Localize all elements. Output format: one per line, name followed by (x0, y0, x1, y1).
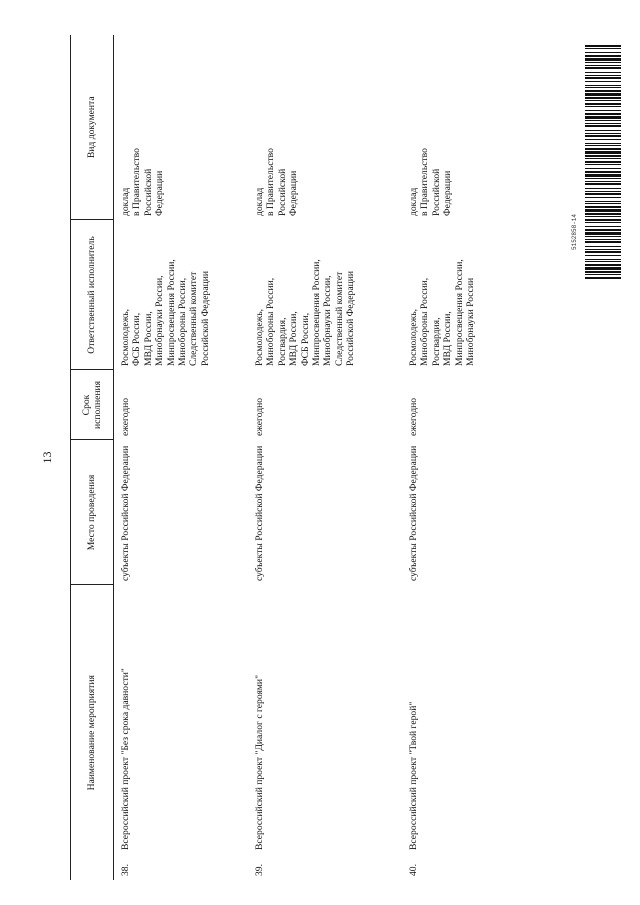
cell-term: ежегодно (120, 397, 131, 436)
barcode-bar (585, 168, 621, 169)
barcode-bar (585, 232, 621, 235)
executor-line: Минобороны России, (177, 277, 189, 366)
barcode-bar (585, 148, 621, 150)
doctype-line: Российской (430, 168, 442, 216)
doctype-line: Российской (142, 168, 154, 216)
barcode-bar (585, 81, 621, 82)
barcode-bar (585, 239, 621, 240)
doctype-line: доклад (254, 187, 265, 216)
barcode-bar (585, 183, 621, 185)
barcode-bar (585, 85, 621, 86)
executor-line: Минобрнауки России (465, 277, 477, 366)
cell-place: субъекты Российской Федерации (120, 445, 131, 581)
barcode-bar (585, 193, 621, 195)
doctype-line: Федерации (288, 170, 300, 216)
barcode-bar (585, 55, 621, 57)
executor-line: ФСБ России, (131, 312, 143, 366)
cell-name (402, 585, 538, 880)
barcode-bar (585, 267, 621, 270)
executor-line: Российской Федерации (199, 271, 211, 366)
doctype-line: в Правительство (419, 148, 431, 216)
barcode-bar (585, 110, 621, 111)
cell-executor (402, 220, 538, 370)
barcode-bar (585, 251, 621, 253)
header-doctype: Вид документа (71, 35, 114, 220)
barcode-bar (585, 249, 621, 250)
row-number: 40. (408, 864, 419, 876)
barcode-bar (585, 145, 621, 146)
doctype-line: Российской (276, 168, 288, 216)
events-table (70, 35, 538, 880)
barcode-image (585, 45, 621, 280)
barcode-bar (585, 191, 621, 192)
rotated-table-area (40, 35, 600, 880)
barcode-bar (585, 206, 621, 208)
barcode-bar (585, 181, 621, 182)
barcode-bar (585, 72, 621, 73)
barcode-bar (585, 229, 621, 231)
header-executor: Ответственный исполнитель (71, 220, 114, 370)
barcode-bar (585, 255, 621, 256)
barcode-bar (585, 236, 621, 237)
cell-term: ежегодно (408, 397, 419, 436)
event-name: Всероссийский проект "Без срока давности" (120, 668, 131, 850)
doctype-line: в Правительство (265, 148, 277, 216)
header-place: Место проведения (71, 440, 114, 585)
header-term: Срок исполнения (71, 370, 114, 440)
barcode-bar (585, 113, 621, 115)
executor-line: ФСБ России, (299, 312, 311, 366)
barcode-bar (585, 45, 621, 47)
cell-executor (114, 220, 249, 370)
doctype-line: Федерации (154, 170, 166, 216)
table-row (248, 35, 402, 880)
executor-line: Минобрнауки России, (322, 275, 334, 366)
barcode-bar (585, 246, 621, 247)
executor-line: Следственный комитет (188, 271, 200, 366)
barcode-bar (585, 277, 621, 279)
cell-term: ежегодно (254, 397, 265, 436)
barcode-bar (585, 106, 621, 107)
barcode-bar (585, 151, 621, 154)
barcode-bar (585, 188, 621, 189)
doctype-line: Федерации (442, 170, 454, 216)
barcode-bar (585, 241, 621, 243)
executor-line: Росгвардия, (430, 317, 442, 366)
barcode-bar (585, 216, 621, 217)
barcode-bar (585, 87, 621, 88)
row-number: 38. (120, 864, 131, 876)
cell-place: субъекты Российской Федерации (254, 445, 265, 581)
doctype-line: доклад (408, 187, 419, 216)
barcode-bar (585, 90, 621, 92)
barcode-bar (585, 103, 621, 105)
barcode-bar (585, 116, 621, 119)
event-name: Всероссийский проект "Диалог с героями" (254, 675, 265, 850)
barcode-bar (585, 164, 621, 165)
executor-line: Минпросвещения России, (311, 259, 323, 366)
table-header-row (71, 35, 114, 880)
executor-line: Минобрнауки России, (154, 275, 166, 366)
cell-doctype (248, 35, 402, 220)
barcode-bar (585, 58, 621, 61)
barcode-bar (585, 133, 621, 134)
executor-line: МВД России, (442, 311, 454, 366)
barcode-bar (585, 65, 621, 66)
executor-line: Следственный комитет (333, 271, 345, 366)
executor-line: МВД России, (142, 311, 154, 366)
row-number: 39. (254, 864, 265, 876)
barcode-bar (585, 203, 621, 204)
barcode-bar (585, 161, 621, 163)
barcode-bar (585, 123, 621, 124)
barcode-bar (585, 158, 621, 159)
executor-line: Росгвардия, (276, 317, 288, 366)
executor-line: Минпросвещения России, (165, 259, 177, 366)
header-name: Наименование мероприятия (71, 585, 114, 880)
page-number: 13 (40, 451, 54, 464)
barcode-bar (585, 75, 621, 76)
barcode-bar (585, 93, 621, 96)
barcode-bar (585, 219, 621, 221)
barcode-bar (585, 226, 621, 227)
barcode-bar (585, 130, 621, 131)
barcode-bar (585, 62, 621, 63)
cell-name (248, 585, 402, 880)
barcode-bar (585, 213, 621, 215)
barcode-bar (585, 274, 621, 275)
executor-line: Минобороны России, (265, 277, 277, 366)
barcode-bar (585, 209, 621, 212)
barcode-bar (585, 155, 621, 157)
doctype-line: доклад (120, 187, 131, 216)
executor-line: Минпросвещения России, (453, 259, 465, 366)
cell-doctype (402, 35, 538, 220)
barcode-bar (585, 261, 621, 262)
executor-line: Росмолодежь, (408, 309, 419, 366)
executor-line: Минобороны России, (419, 277, 431, 366)
cell-doctype (114, 35, 249, 220)
barcode-bar (585, 100, 621, 101)
barcode-bar (585, 135, 621, 137)
barcode-bar (585, 52, 621, 53)
barcode-bar (585, 222, 621, 223)
barcode-bar (585, 264, 621, 266)
doctype-line: в Правительство (131, 148, 143, 216)
barcode-bar (585, 97, 621, 99)
barcode-bar (585, 67, 621, 69)
barcode-bar (585, 259, 621, 260)
barcode-bar (585, 139, 621, 140)
barcode-bar (585, 171, 621, 173)
barcode-bar (585, 48, 621, 49)
barcode-bar (585, 197, 621, 198)
barcode-bar (585, 125, 621, 127)
barcode-bar (585, 120, 621, 121)
cell-place: субъекты Российской Федерации (408, 445, 419, 581)
barcode-bar (585, 77, 621, 79)
executor-line: Росмолодежь, (120, 309, 131, 366)
executor-line: Российской Федерации (345, 271, 357, 366)
barcode-bar (585, 178, 621, 179)
barcode-bar (585, 271, 621, 273)
table-row (114, 35, 249, 880)
executor-line: Росмолодежь, (254, 309, 265, 366)
executor-line: МВД России, (288, 311, 300, 366)
barcode-bar (585, 174, 621, 177)
cell-name (114, 585, 249, 880)
table-row (402, 35, 538, 880)
barcode-bar (585, 201, 621, 202)
barcode-digits: 5152858-14 (571, 213, 578, 250)
event-name: Всероссийский проект "Твой герой" (408, 701, 419, 850)
cell-executor (248, 220, 402, 370)
barcode-bar (585, 143, 621, 144)
